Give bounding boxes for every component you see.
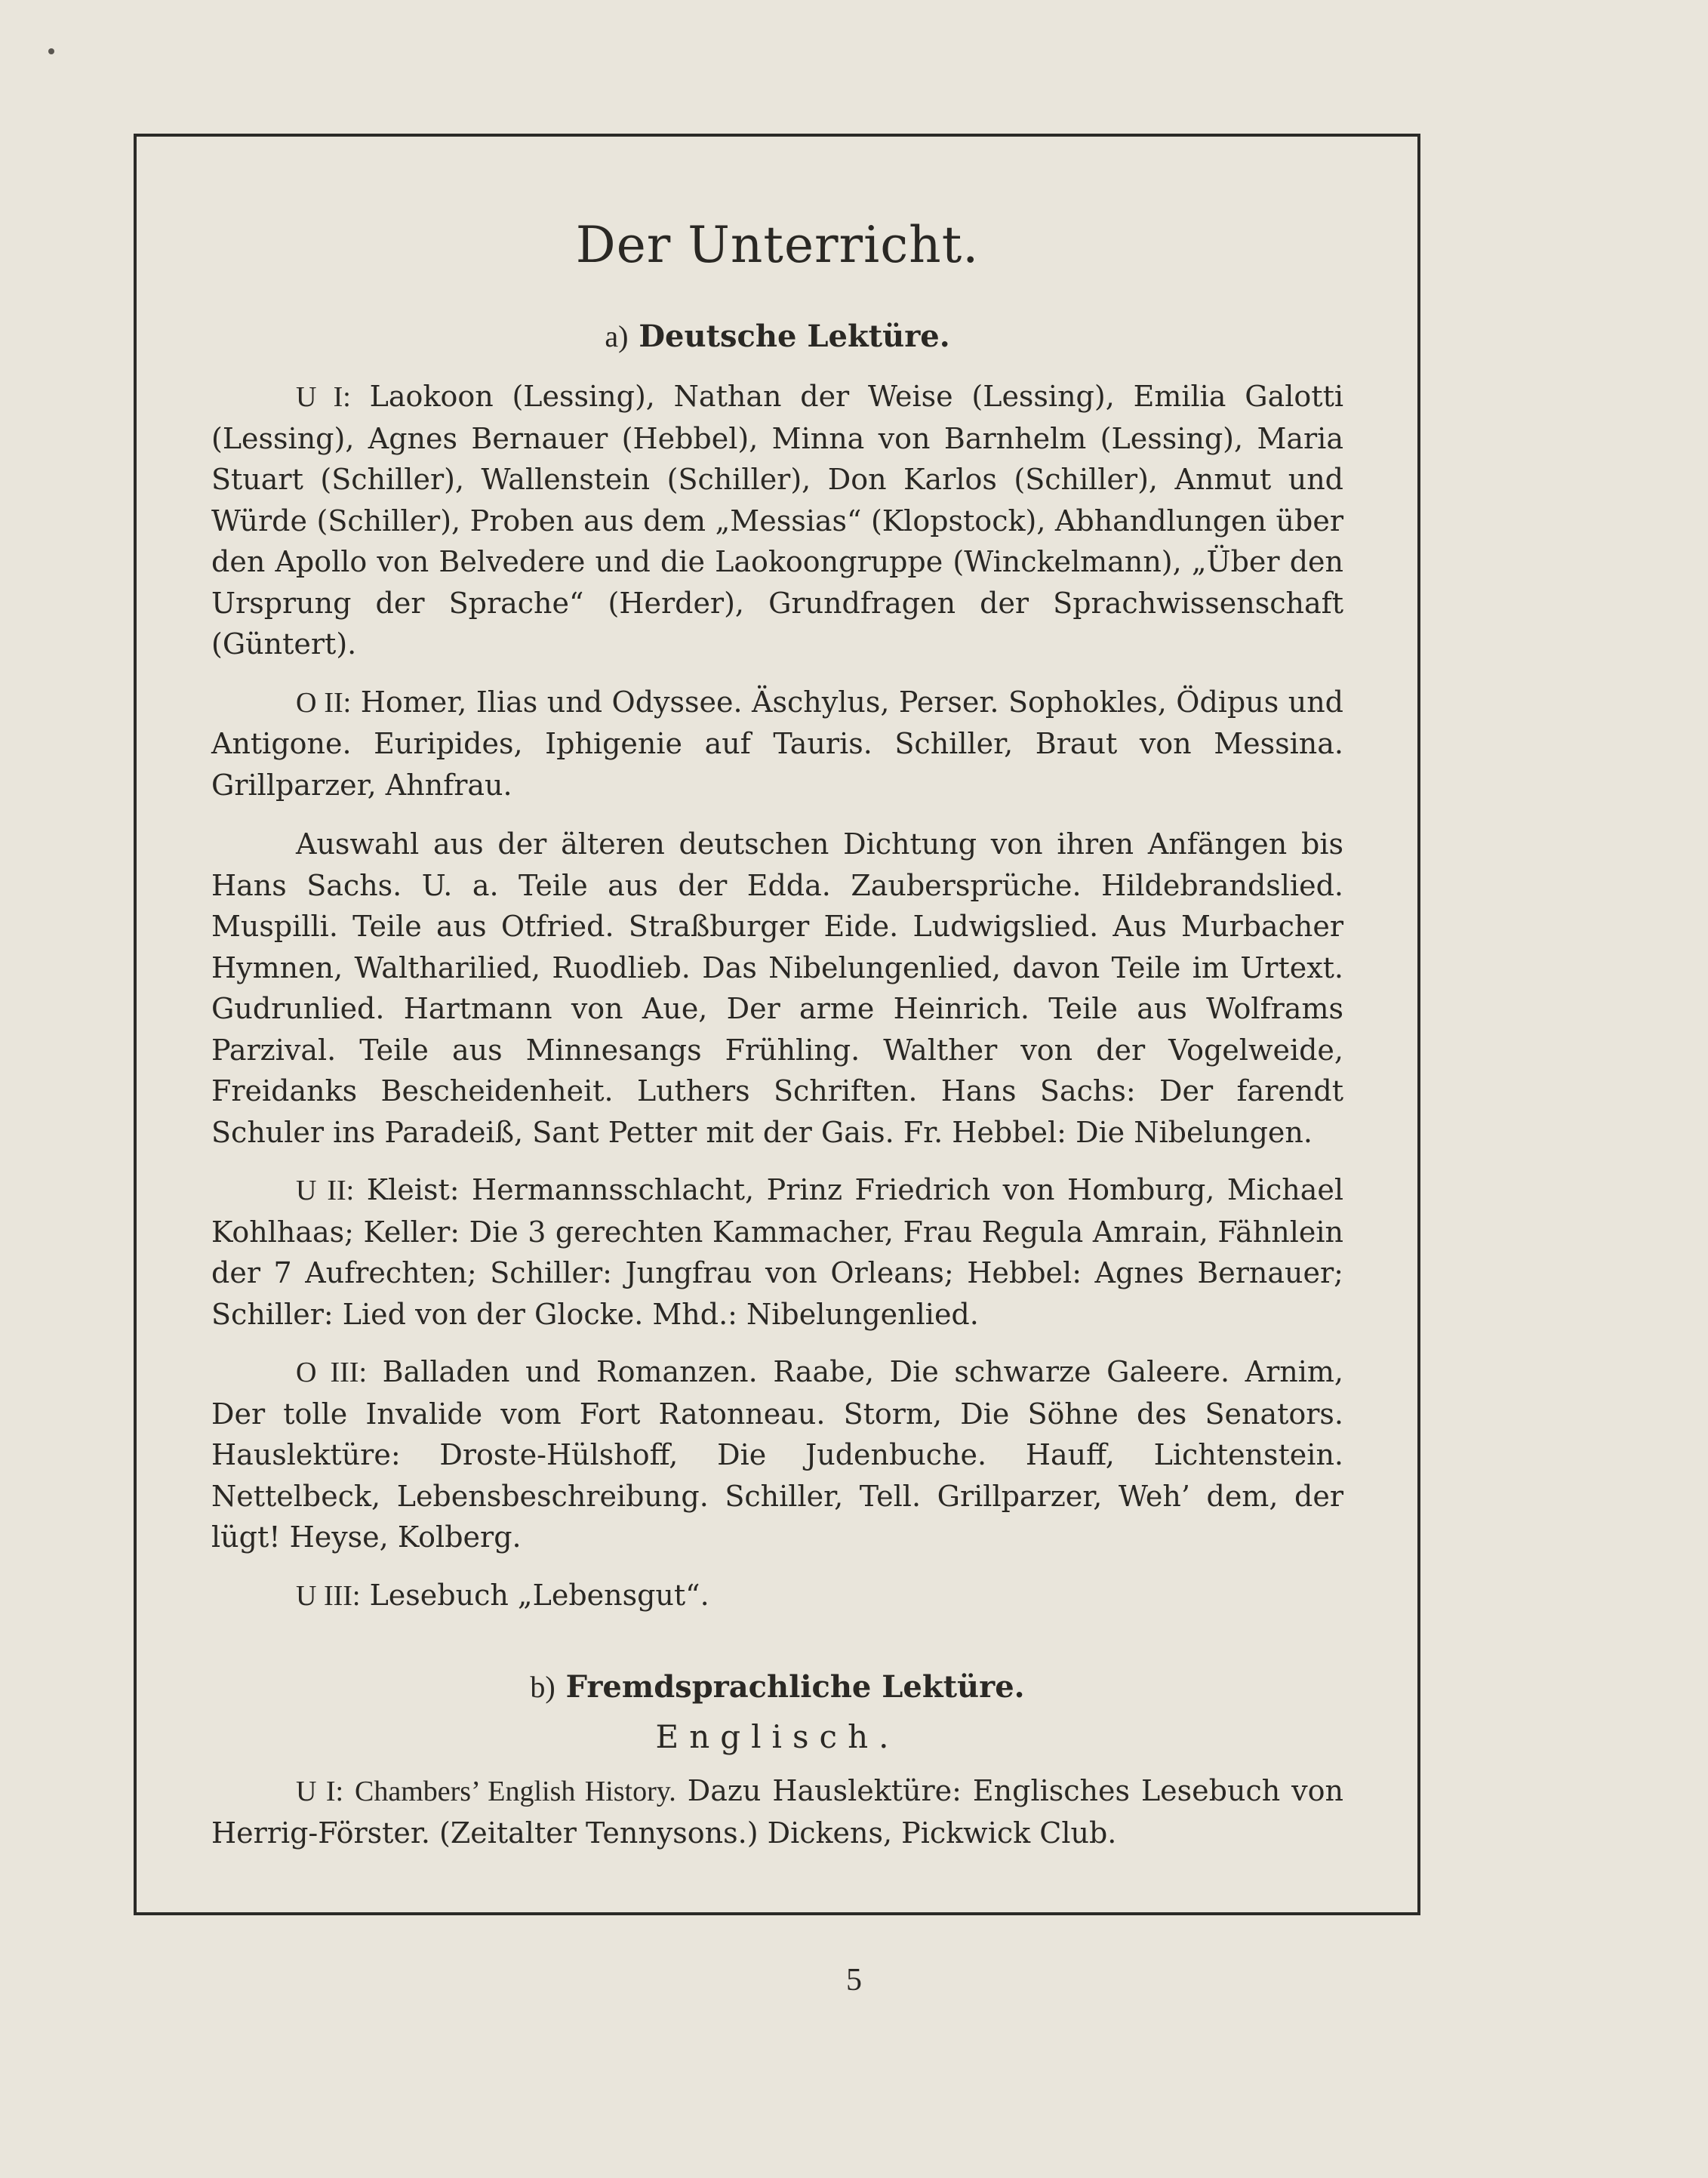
section-a-title: Deutsche Lektüre. <box>639 319 950 354</box>
paragraph-u2 <box>211 1169 1343 1335</box>
section-b-title: Fremdsprachliche Lektüre. <box>565 1669 1025 1705</box>
class-label: U I: <box>296 1776 344 1807</box>
page-title: Der Unterricht. <box>575 216 980 274</box>
latin-title: Chambers’ English History. <box>354 1776 676 1807</box>
class-label: O II: <box>296 686 352 719</box>
class-label: O III: <box>296 1357 368 1388</box>
class-label: U III: <box>296 1579 361 1612</box>
paragraph-o2 <box>211 682 1343 806</box>
class-label: U I: <box>296 381 351 413</box>
paragraph-text: Kleist: Hermannsschlacht, Prinz Friedrich von Homburg, Michael Kohlhaas; Keller: Die 3 gerechten Kammacher, Frau Regula Amrain, Fähnlein der 7 Aufrechten; Schiller: Jungfrau von Orleans; Hebbel: Agnes Bernauer; Schiller: Lied von der Glocke. Mhd.: Nibelungenlied. <box>211 1173 1343 1331</box>
page-number: 5 <box>846 1963 862 1998</box>
section-a-heading <box>211 314 1343 359</box>
paragraph-english-u1 <box>211 1770 1343 1853</box>
paragraph-u3 <box>211 1575 1343 1617</box>
paragraph-text: Homer, Ilias und Odyssee. Äschylus, Perser. Sophokles, Ödipus und Antigone. Euripides, Iphigenie auf Tauris. Schiller, Braut von Messina. Grillparzer, Ahnfrau. <box>211 685 1343 802</box>
paragraph-text: Laokoon (Lessing), Nathan der Weise (Lessing), Emilia Galotti (Lessing), Agnes Bernauer (Hebbel), Minna von Barnhelm (Lessing), Maria Stuart (Schiller), Wallenstein (Schiller), Don Karlos (Schiller), Anmut und Würde (Schiller), Proben aus dem „Messias“ (Klopstock), Abhandlungen über den Apollo von Belvedere und die Laokoongruppe (Winckelmann), „Über den Ursprung der Sprache“ (Herder), Grundfragen der Sprachwissenschaft (Güntert). <box>211 380 1343 661</box>
section-b-label: b) <box>530 1670 555 1704</box>
section-b-heading <box>211 1665 1343 1710</box>
language-heading: Englisch. <box>655 1718 900 1755</box>
main-content <box>211 204 1343 1853</box>
dust-speck <box>48 48 54 54</box>
paragraph-text: Lesebuch „Lebensgut“. <box>369 1578 709 1612</box>
paragraph-text: Dazu Hauslektüre: Englisches Lesebuch von Herrig-Förster. (Zeitalter Tennysons.) Dickens, Pickwick Club. <box>211 1774 1343 1850</box>
class-label: U II: <box>296 1175 355 1206</box>
section-a-label: a) <box>605 319 629 353</box>
paragraph-text: Auswahl aus der älteren deutschen Dichtung von ihren Anfängen bis Hans Sachs. U. a. Teile aus der Edda. Zaubersprüche. Hildebrandslied. Muspilli. Teile aus Otfried. Straßburger Eide. Ludwigslied. Aus Murbacher Hymnen, Waltharilied, Ruodlieb. Das Nibelungenlied, davon Teile im Urtext. Gudrunlied. Hartmann von Aue, Der arme Heinrich. Teile aus Wolframs Parzival. Teile aus Minnesangs Frühling. Walther von der Vogelweide, Freidanks Bescheidenheit. Luthers Schriften. Hans Sachs: Der farendt Schuler ins Paradeiß, Sant Petter mit der Gais. Fr. Hebbel: Die Nibelungen. <box>211 827 1343 1149</box>
paragraph-u1 <box>211 376 1343 665</box>
paragraph-text: Balladen und Romanzen. Raabe, Die schwarze Galeere. Arnim, Der tolle Invalide vom Fort Ratonneau. Storm, Die Söhne des Senators. Hauslektüre: Droste-Hülshoff, Die Judenbuche. Hauff, Lichtenstein. Nettelbeck, Lebensbeschreibung. Schiller, Tell. Grillparzer, Weh’ dem, der lügt! Heyse, Kolberg. <box>211 1355 1343 1554</box>
paragraph-o3 <box>211 1351 1343 1558</box>
paragraph-auswahl <box>211 824 1343 1153</box>
